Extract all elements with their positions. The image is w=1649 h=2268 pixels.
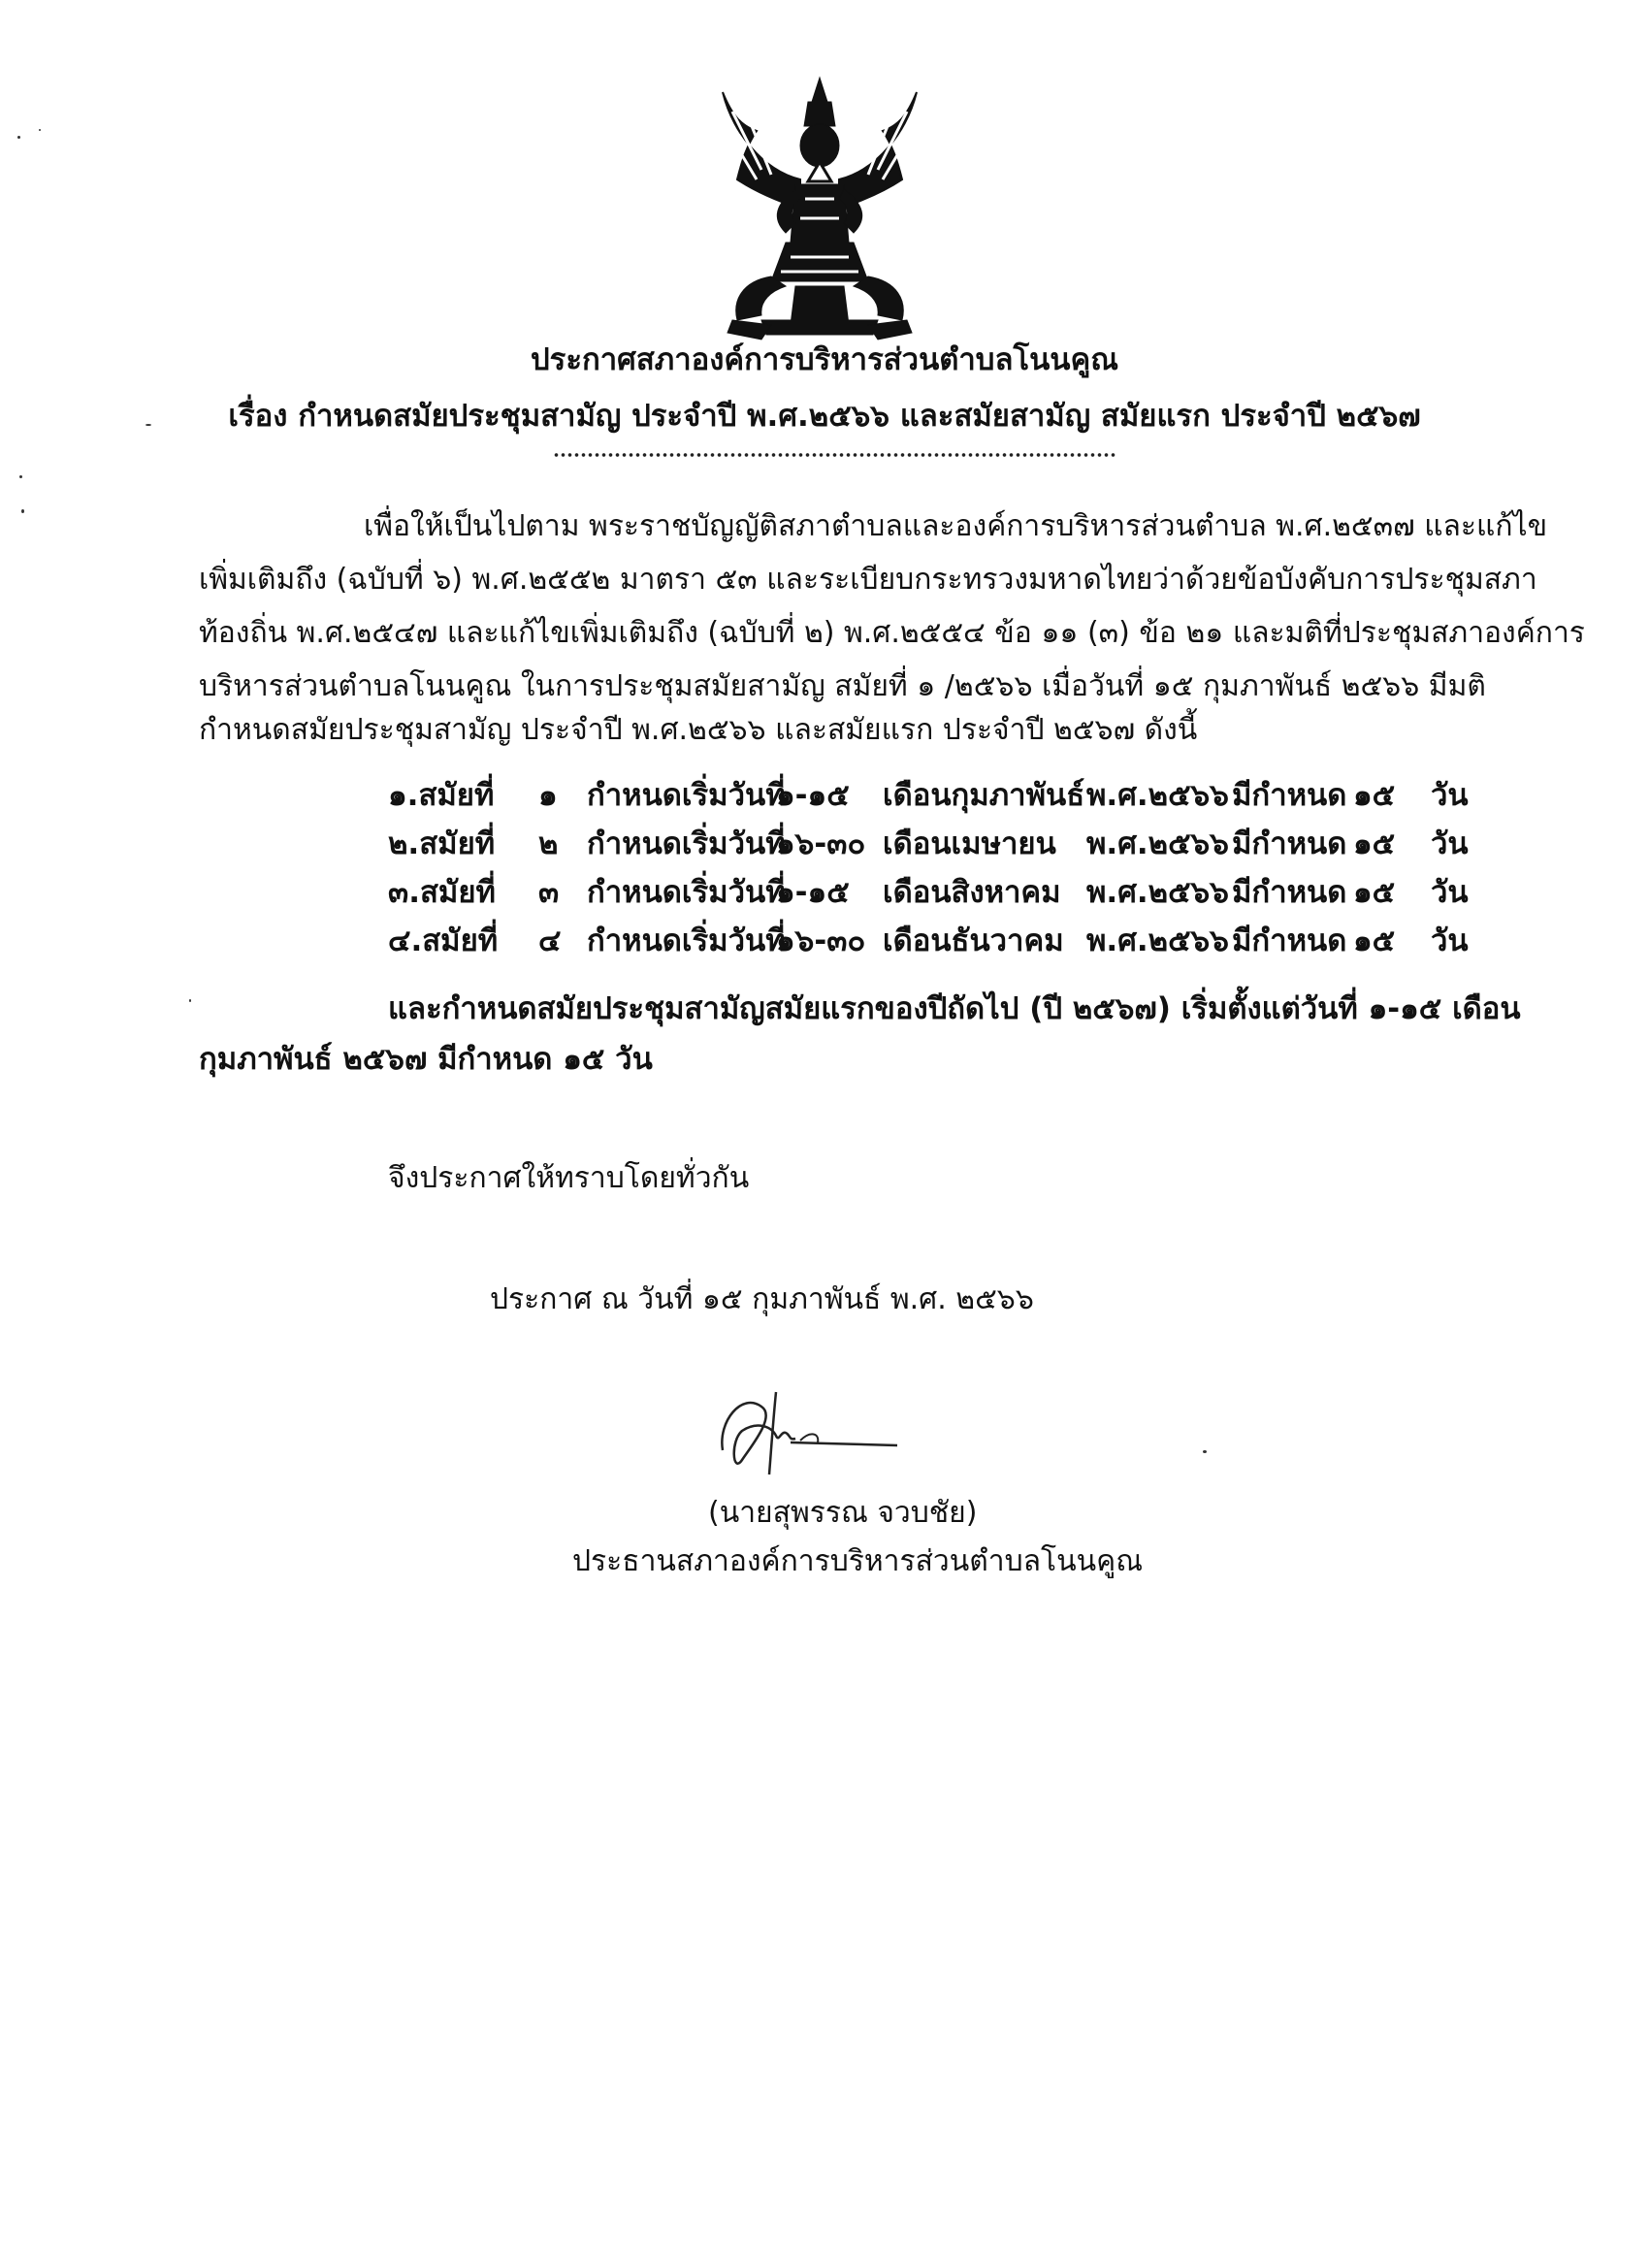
scan-speck bbox=[19, 475, 22, 478]
closing-statement: จึงประกาศให้ทราบโดยทั่วกัน bbox=[388, 1161, 750, 1195]
paragraph-1-line-1: เพื่อให้เป็นไปตาม พระราชบัญญัติสภาตำบลและองค์การบริหารส่วนตำบล พ.ศ.๒๕๓๗ และแก้ไข bbox=[364, 509, 1548, 543]
handwritten-signature bbox=[703, 1363, 917, 1489]
announcement-subject: เรื่อง กำหนดสมัยประชุมสามัญ ประจำปี พ.ศ.๒๕๖๖ และสมัยสามัญ สมัยแรก ประจำปี ๒๕๖๗ bbox=[228, 399, 1421, 434]
dotted-divider bbox=[553, 452, 1116, 458]
scan-speck bbox=[146, 424, 151, 426]
paragraph-1-line-2: เพิ่มเติมถึง (ฉบับที่ ๖) พ.ศ.๒๕๕๒ มาตรา ๕๓ และระเบียบกระทรวงมหาดไทยว่าด้วยข้อบังคับการประชุมสภา bbox=[199, 563, 1537, 597]
announcement-title: ประกาศสภาองค์การบริหารส่วนตำบลโนนคูณ bbox=[531, 342, 1118, 377]
signer-position: ประธานสภาองค์การบริหารส่วนตำบลโนนคูณ bbox=[572, 1544, 1144, 1578]
scan-speck bbox=[189, 999, 191, 1002]
paragraph-1-line-5: กำหนดสมัยประชุมสามัญ ประจำปี พ.ศ.๒๕๖๖ และสมัยแรก ประจำปี ๒๕๖๗ ดังนี้ bbox=[199, 713, 1198, 747]
garuda-emblem-icon bbox=[703, 73, 936, 349]
paragraph-1-line-4: บริหารส่วนตำบลโนนคูณ ในการประชุมสมัยสามัญ สมัยที่ ๑ /๒๕๖๖ เมื่อวันที่ ๑๕ กุมภาพันธ์ ๒๕๖๖ มีมติ bbox=[199, 669, 1486, 703]
paragraph-2-line-2: กุมภาพันธ์ ๒๕๖๗ มีกำหนด ๑๕ วัน bbox=[199, 1042, 653, 1077]
scan-speck bbox=[39, 129, 41, 131]
paragraph-1-line-3: ท้องถิ่น พ.ศ.๒๕๔๗ และแก้ไขเพิ่มเติมถึง (ฉบับที่ ๒) พ.ศ.๒๕๕๔ ข้อ ๑๑ (๓) ข้อ ๒๑ และมติที่ประชุมสภาองค์การ bbox=[199, 616, 1585, 650]
announcement-date: ประกาศ ณ วันที่ ๑๕ กุมภาพันธ์ พ.ศ. ๒๕๖๖ bbox=[490, 1282, 1034, 1316]
scan-speck bbox=[21, 509, 24, 513]
announcement-page: ประกาศสภาองค์การบริหารส่วนตำบลโนนคูณ เรื่อง กำหนดสมัยประชุมสามัญ ประจำปี พ.ศ.๒๕๖๖ และสมัยสามัญ สมัยแรก ประจำปี ๒๕๖๗ เพื่อให้เป็นไปตาม พระราชบัญญัติสภาตำบลและองค์การบริหารส่วนตำบล พ.ศ.๒๕๓๗ และแก้ไข เพิ่มเติมถึง (ฉบับที่ ๖) พ.ศ.๒๕๕๒ มาตรา ๕๓ และระเบียบกระทรวงมหาดไทยว่าด้วยข้อบังคับการประชุมสภา ท้องถิ่น พ.ศ.๒๕๔๗ และแก้ไขเพิ่มเติมถึง (ฉบับที่ ๒) พ.ศ.๒๕๕๔ ข้อ ๑๑ (๓) ข้อ ๒๑ และมติที่ประชุมสภาองค์การ บริหารส่วนตำบลโนนคูณ ในการประชุมสมัยสามัญ สมัยที่ ๑ /๒๕๖๖ เมื่อวันที่ ๑๕ กุมภาพันธ์ ๒๕๖๖ มีมติ กำหนดสมัยประชุมสามัญ ประจำปี พ.ศ.๒๕๖๖ และสมัยแรก ประจำปี ๒๕๖๗ ดังนี้ ๑.สมัยที่ ๑ กำหนดเริ่มวันที่ ๑-๑๕ เดือนกุมภาพันธ์ พ.ศ.๒๕๖๖ มีกำหนด ๑๕ วัน ๒.สมัยที่ ๒ กำหนดเริ่มวันที่ ๑๖-๓๐ เดือนเมษายน พ.ศ.๒๕๖๖ มีกำหนด ๑๕ วัน ๓.สมัยที่ ๓ กำหนดเริ่มวันที่ ๑-๑๕ เดือนสิงหาคม พ.ศ.๒๕๖๖ มีกำหนด ๑๕ วัน ๔.สมัยที่ ๔ กำหนดเริ่มวันที่ ๑๖-๓๐ เดือนธันวาคม พ.ศ.๒๕๖๖ มีกำหนด ๑๕ วัน และกำหนดสมัยประชุมสามัญสมัยแรกของปีถัดไป (ปี ๒๕๖๗) เริ่มตั้งแต่วันที่ ๑-๑๕ เดือน กุมภาพันธ์ ๒๕๖๗ มีกำหนด ๑๕ วัน จึงประกาศให้ทราบโดยทั่วกัน ประกาศ ณ วันที่ ๑๕ กุมภาพันธ์ พ.ศ. ๒๕๖๖ (นายสุพรรณ จวบชัย) ประธานสภาองค์การบริหารส่วนตำบลโนนคูณ bbox=[0, 0, 1649, 2268]
scan-speck bbox=[1203, 1450, 1207, 1453]
scan-speck bbox=[17, 136, 20, 139]
paragraph-2-line-1: และกำหนดสมัยประชุมสามัญสมัยแรกของปีถัดไป (ปี ๒๕๖๗) เริ่มตั้งแต่วันที่ ๑-๑๕ เดือน bbox=[388, 991, 1521, 1026]
signer-name: (นายสุพรรณ จวบชัย) bbox=[708, 1496, 978, 1530]
